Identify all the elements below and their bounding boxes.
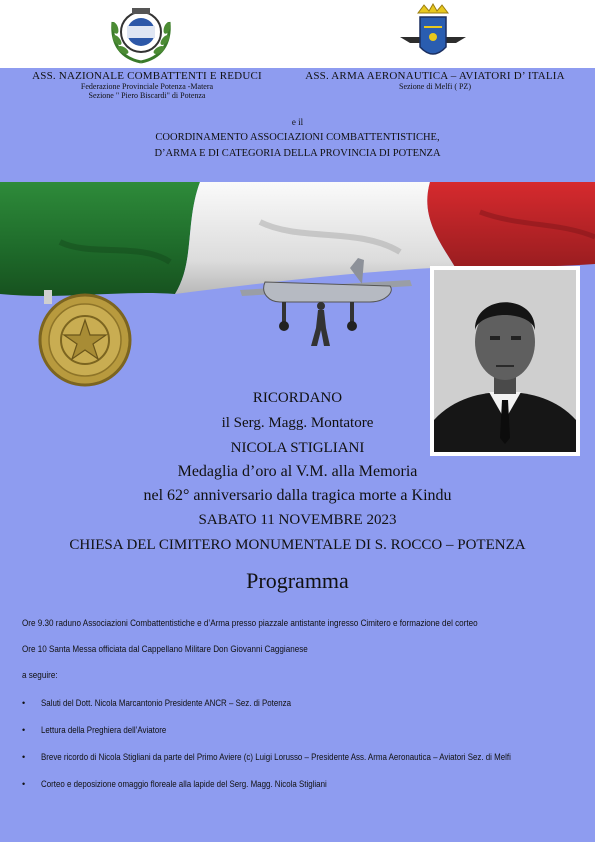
ancr-name: ASS. NAZIONALE COMBATTENTI E REDUCI — [32, 70, 262, 82]
coordination-line-1: COORDINAMENTO ASSOCIAZIONI COMBATTENTISTICHE, — [155, 132, 440, 143]
program-item-1: Saluti del Dott. Nicola Marcantonio Presidente ANCR – Sez. di Potenza — [41, 698, 292, 708]
program-item-3: Breve ricordo di Nicola Stigliani da parte del Primo Aviere (c) Luigi Lorusso – Presidente Ass. Arma Aeronautica – Aviatori Sez. di Melfi — [41, 752, 511, 762]
anniversary-line: nel 62° anniversario dalla tragica morte a Kindu — [143, 487, 452, 504]
event-location: CHIESA DEL CIMITERO MONUMENTALE DI S. ROCCO – POTENZA — [69, 537, 526, 553]
ancr-emblem-icon — [103, 4, 179, 71]
aeronautica-section: Sezione di Melfi ( PZ) — [399, 82, 471, 91]
conjunction: e il — [291, 117, 304, 127]
airplane-icon — [230, 258, 420, 353]
coordination-line-2: D’ARMA E DI CATEGORIA DELLA PROVINCIA DI POTENZA — [154, 148, 441, 159]
header-area — [0, 0, 595, 68]
program-line-2: Ore 10 Santa Messa officiata dal Cappellano Militare Don Giovanni Caggianese — [22, 644, 308, 654]
program-item-4: Corteo e deposizione omaggio floreale alla lapide del Serg. Magg. Nicola Stigliani — [41, 779, 327, 789]
gold-medal-icon — [30, 293, 140, 393]
ancr-section: Sezione " Piero Biscardi" di Potenza — [88, 91, 206, 100]
program-item-2: Lettura della Preghiera dell’Aviatore — [41, 725, 167, 735]
ancr-federation: Federazione Provinciale Potenza -Matera — [80, 82, 214, 91]
medal-line: Medaglia d’oro al V.M. alla Memoria — [177, 463, 418, 480]
bullet-3: • — [22, 752, 26, 762]
aeronautica-name: ASS. ARMA AERONAUTICA – AVIATORI D’ ITALIA — [305, 70, 565, 82]
heading-ricordano: RICORDANO — [252, 390, 343, 406]
honoree-name: NICOLA STIGLIANI — [230, 440, 365, 456]
aeronautica-emblem-icon — [398, 3, 468, 72]
rank-line: il Serg. Magg. Montatore — [221, 415, 374, 431]
program-title: Programma — [246, 568, 349, 593]
program-line-3: a seguire: — [22, 670, 58, 680]
event-date: SABATO 11 NOVEMBRE 2023 — [198, 512, 397, 528]
bullet-4: • — [22, 779, 26, 789]
program-line-1: Ore 9.30 raduno Associazioni Combattentistiche e d’Arma presso piazzale antistante ingresso Cimitero e formazione del corteo — [22, 618, 478, 628]
bullet-1: • — [22, 698, 26, 708]
bullet-2: • — [22, 725, 26, 735]
